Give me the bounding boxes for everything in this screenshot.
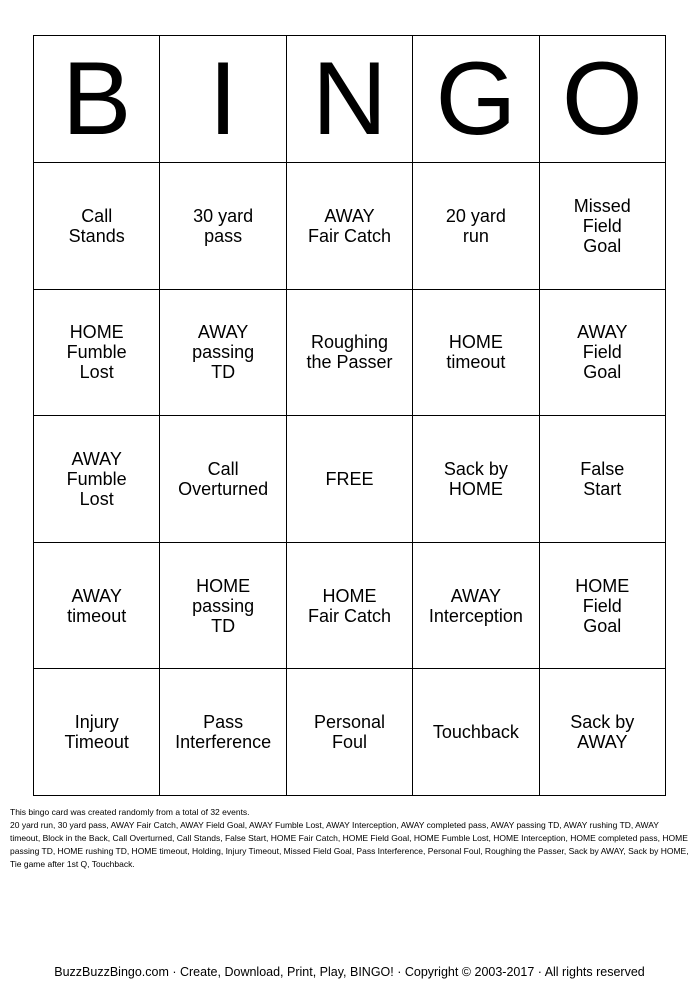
bingo-square: [160, 163, 286, 290]
bingo-square: [287, 543, 413, 670]
square-label: Injury Timeout: [64, 712, 129, 753]
bingo-square: [540, 416, 666, 543]
bingo-square: [540, 163, 666, 290]
square-label: HOME Fumble Lost: [66, 322, 127, 383]
bingo-square: [287, 669, 413, 796]
bingo-square: [413, 163, 539, 290]
header-letter-b: B: [34, 36, 160, 163]
square-label: AWAY timeout: [67, 585, 127, 626]
bingo-card: [33, 35, 666, 796]
bingo-square: [160, 543, 286, 670]
square-label: Sack by HOME: [443, 458, 508, 499]
bingo-square: [413, 416, 539, 543]
bingo-square: [413, 669, 539, 796]
square-label: AWAY Fair Catch: [307, 205, 391, 246]
square-label: False Start: [580, 458, 625, 499]
header-letter-n: N: [287, 36, 413, 163]
square-label: AWAY Fumble Lost: [66, 448, 127, 509]
square-label: 20 yard run: [445, 205, 506, 246]
bingo-square: [287, 163, 413, 290]
square-label: HOME Fair Catch: [307, 585, 391, 626]
square-label: Missed Field Goal: [573, 195, 631, 256]
bingo-square: [34, 669, 160, 796]
events-list: 20 yard run, 30 yard pass, AWAY Fair Catch, AWAY Field Goal, AWAY Fumble Lost, AWAY Interception, AWAY completed pass, AWAY passing TD, AWAY rushing TD, AWAY timeout, Block in the Back, Call Overturned, Call Stands, False Start, HOME Fair Catch, HOME Field Goal, HOME Fumble Lost, HOME Interception, HOME completed pass, HOME passing TD, HOME rushing TD, HOME timeout, Holding, Injury Timeout, Missed Field Goal, Pass Interference, Personal Foul, Roughing the Passer, Sack by AWAY, Sack by HOME, Tie game after 1st Q, Touchback.: [10, 820, 689, 869]
header-letter-o: O: [540, 36, 666, 163]
square-label: Personal Foul: [313, 712, 386, 753]
bingo-square: [34, 543, 160, 670]
square-label: Roughing the Passer: [306, 332, 393, 373]
bingo-square: [540, 543, 666, 670]
events-description: [10, 806, 690, 871]
square-label: HOME timeout: [446, 332, 506, 373]
bingo-square: [540, 290, 666, 417]
square-label: Sack by AWAY: [570, 712, 635, 753]
square-label: Call Overturned: [178, 458, 269, 499]
square-label: Pass Interference: [175, 712, 272, 753]
footer-copyright: BuzzBuzzBingo.com · Create, Download, Print, Play, BINGO! · Copyright © 2003-2017 · All rights reserved: [54, 965, 645, 979]
square-label: HOME Field Goal: [575, 575, 630, 636]
square-label: HOME passing TD: [192, 575, 255, 636]
bingo-square: [34, 290, 160, 417]
bingo-square: [160, 416, 286, 543]
header-letter-g: G: [413, 36, 539, 163]
bingo-square: [34, 416, 160, 543]
square-label: Call Stands: [68, 205, 125, 246]
bingo-square: [413, 543, 539, 670]
bingo-square: [160, 669, 286, 796]
square-label: AWAY Field Goal: [577, 322, 628, 383]
bingo-square: [34, 163, 160, 290]
square-label: AWAY passing TD: [192, 322, 255, 383]
events-intro: This bingo card was created randomly from a total of 32 events.: [10, 807, 250, 817]
square-label: 30 yard pass: [193, 205, 254, 246]
square-label: FREE: [325, 468, 374, 489]
header-letter-i: I: [160, 36, 286, 163]
bingo-square: [160, 290, 286, 417]
free-square: [287, 416, 413, 543]
bingo-square: [540, 669, 666, 796]
square-label: AWAY Interception: [428, 585, 523, 626]
square-label: Touchback: [432, 722, 519, 743]
bingo-square: [413, 290, 539, 417]
bingo-square: [287, 290, 413, 417]
